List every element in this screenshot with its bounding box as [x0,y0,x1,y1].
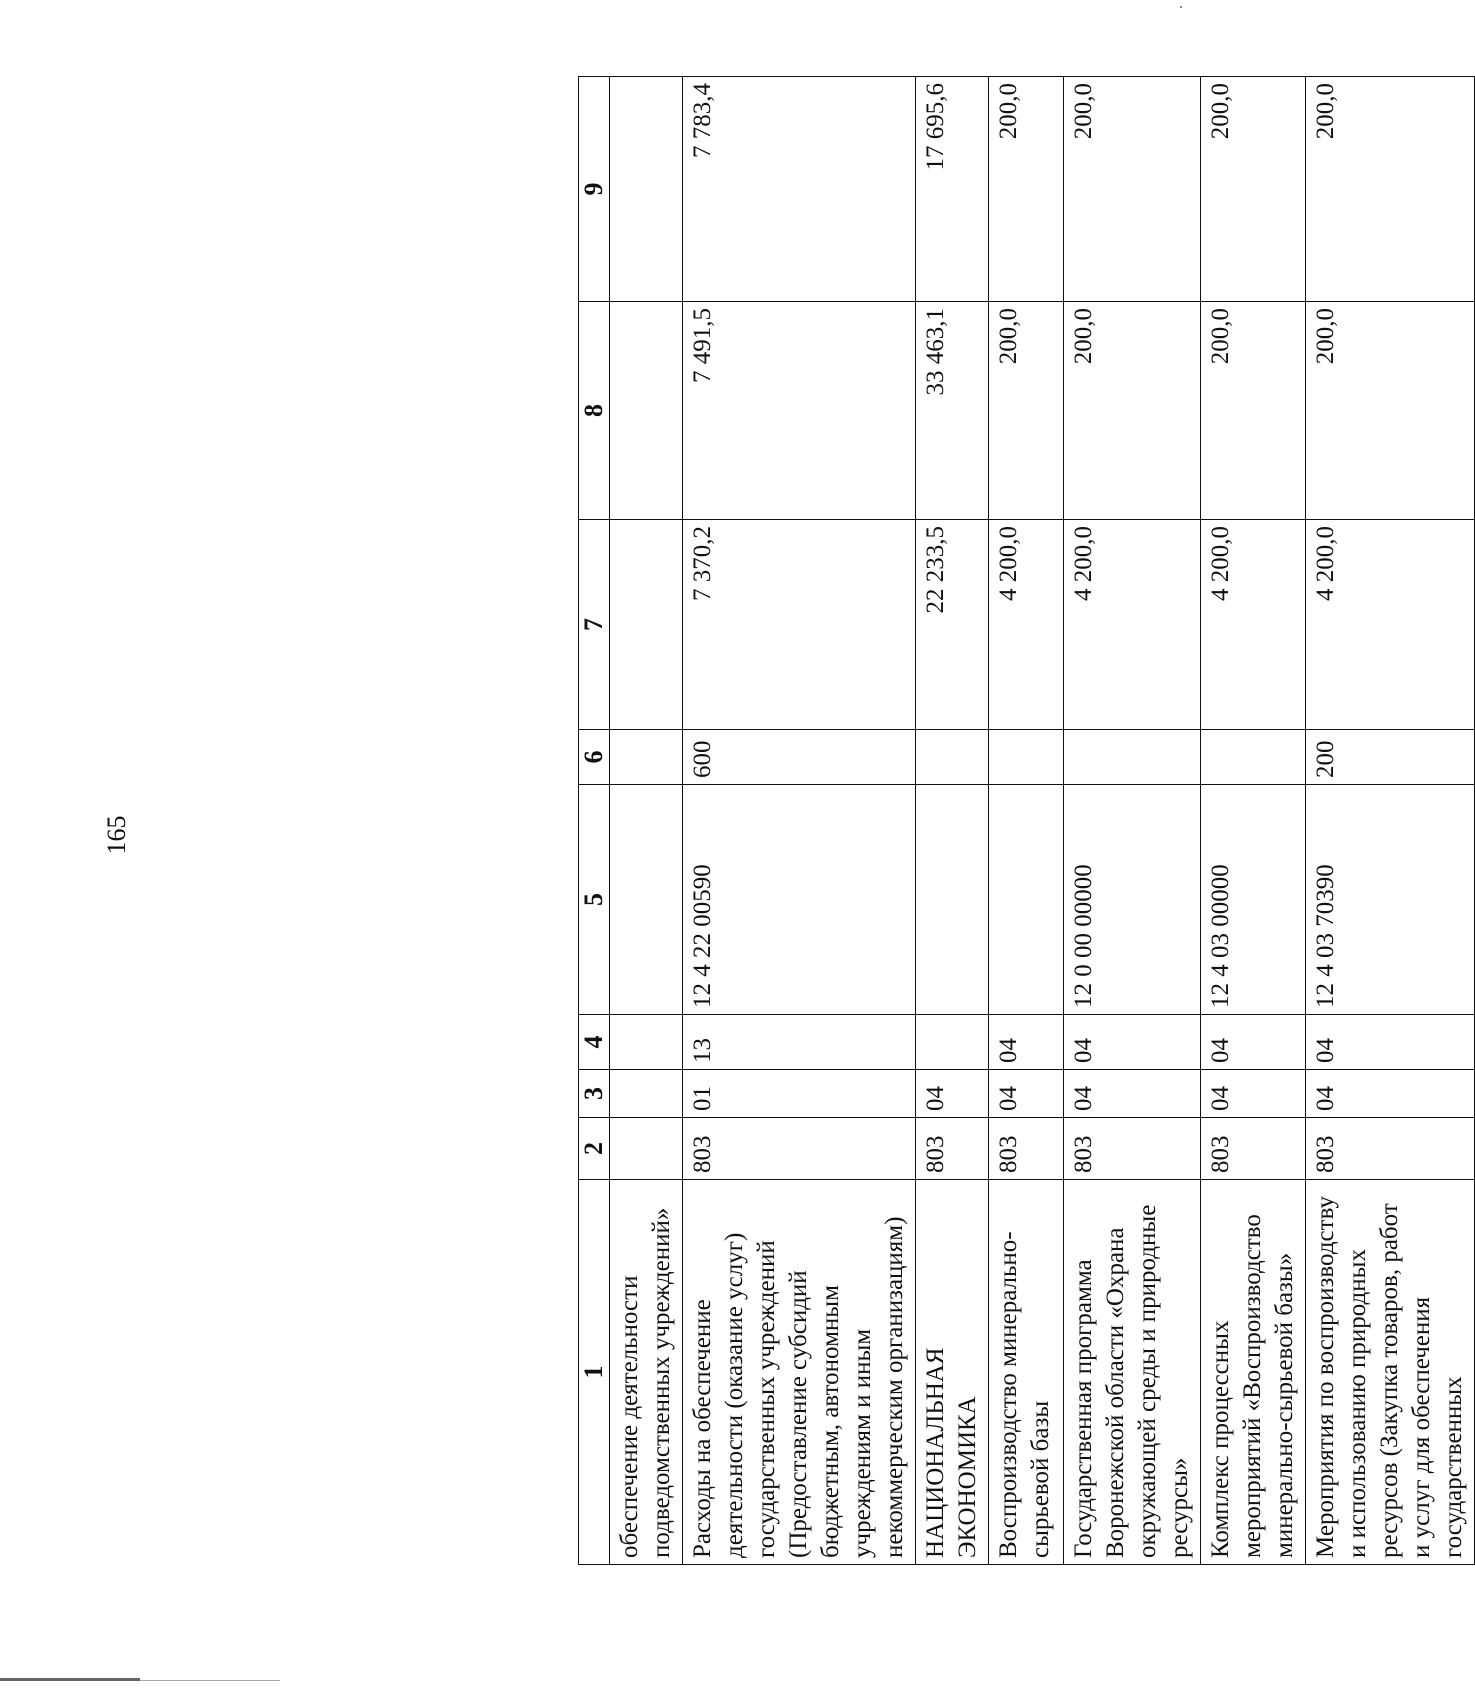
target-article-cell [916,785,989,1015]
amount-cell: 4 200,0 [1306,520,1475,730]
section-cell: 04 [916,1070,989,1118]
table-row [683,77,916,1565]
amount-cell: 200,0 [1201,77,1306,302]
row-name-cell: обеспечение деятельности подведомственных учреждений» [610,1180,683,1565]
column-header: 6 [579,730,610,785]
section-cell: 04 [1201,1070,1306,1118]
row-name-cell: Комплекс процессных мероприятий «Воспроизводство минерально-сырьевой базы» [1201,1180,1306,1565]
subsection-cell: 04 [1201,1015,1306,1070]
row-name-cell: Государственная программа Воронежской области «Охрана окружающей среды и природные ресурсы» [1064,1180,1201,1565]
amount-cell: 4 200,0 [1064,520,1201,730]
ministry-code-cell: 803 [916,1118,989,1180]
row-name-cell: Мероприятия по воспроизводству и использованию природных ресурсов (Закупка товаров, работ и услуг для обеспечения государственных [1306,1180,1475,1565]
subsection-cell: 04 [1064,1015,1201,1070]
table-row [916,77,989,1565]
column-header: 2 [579,1118,610,1180]
section-cell [610,1070,683,1118]
target-article-cell: 12 4 22 00590 [683,785,916,1015]
section-cell: 01 [683,1070,916,1118]
amount-cell: 7 370,2 [683,520,916,730]
subsection-cell: 13 [683,1015,916,1070]
scan-edge-line [0,1678,140,1681]
expense-type-cell: 600 [683,730,916,785]
amount-cell [610,77,683,302]
section-cell: 04 [989,1070,1064,1118]
row-name-cell: Расходы на обеспечение деятельности (оказание услуг) государственных учреждений (Предоставление субсидий бюджетным, автономным учреждениям и иным некоммерческим организациям) [683,1180,916,1565]
amount-cell: 7 491,5 [683,302,916,520]
ministry-code-cell: 803 [989,1118,1064,1180]
amount-cell: 200,0 [989,77,1064,302]
target-article-cell: 12 0 00 00000 [1064,785,1201,1015]
expense-type-cell [1201,730,1306,785]
amount-cell: 22 233,5 [916,520,989,730]
expense-type-cell [989,730,1064,785]
column-header: 5 [579,785,610,1015]
expense-type-cell [1064,730,1201,785]
amount-cell: 200,0 [1306,302,1475,520]
subsection-cell: 04 [1306,1015,1475,1070]
row-name-cell: НАЦИОНАЛЬНАЯ ЭКОНОМИКА [916,1180,989,1565]
target-article-cell [610,785,683,1015]
subsection-cell [610,1015,683,1070]
subsection-cell [916,1015,989,1070]
amount-cell: 4 200,0 [1201,520,1306,730]
scan-edge-line [140,1680,280,1681]
ministry-code-cell [610,1118,683,1180]
column-header: 1 [579,1180,610,1565]
table-row [1201,77,1306,1565]
subsection-cell: 04 [989,1015,1064,1070]
ministry-code-cell: 803 [1306,1118,1475,1180]
amount-cell: 4 200,0 [989,520,1064,730]
amount-cell: 200,0 [989,302,1064,520]
expense-type-cell [610,730,683,785]
amount-cell: 17 695,6 [916,77,989,302]
column-header: 7 [579,520,610,730]
row-name-cell: Воспроизводство минерально-сырьевой базы [989,1180,1064,1565]
amount-cell: 33 463,1 [916,302,989,520]
amount-cell [610,520,683,730]
section-cell: 04 [1306,1070,1475,1118]
amount-cell: 7 783,4 [683,77,916,302]
target-article-cell: 12 4 03 70390 [1306,785,1475,1015]
column-header: 9 [579,77,610,302]
ministry-code-cell: 803 [1064,1118,1201,1180]
table-row [1306,77,1475,1565]
expense-type-cell: 200 [1306,730,1475,785]
ministry-code-cell: 803 [683,1118,916,1180]
table-row [610,77,683,1565]
column-header: 8 [579,302,610,520]
page-number: 165 [102,815,131,855]
table-header-row [579,77,610,1565]
column-header: 4 [579,1015,610,1070]
target-article-cell: 12 4 03 00000 [1201,785,1306,1015]
section-cell: 04 [1064,1070,1201,1118]
amount-cell: 200,0 [1201,302,1306,520]
column-header: 3 [579,1070,610,1118]
amount-cell [610,302,683,520]
budget-table [578,76,1475,1565]
budget-table-rotated [578,77,1467,1565]
amount-cell: 200,0 [1064,77,1201,302]
amount-cell: 200,0 [1064,302,1201,520]
amount-cell: 200,0 [1306,77,1475,302]
scan-speck [1180,6,1182,8]
table-row [1064,77,1201,1565]
expense-type-cell [916,730,989,785]
table-row [989,77,1064,1565]
ministry-code-cell: 803 [1201,1118,1306,1180]
target-article-cell [989,785,1064,1015]
